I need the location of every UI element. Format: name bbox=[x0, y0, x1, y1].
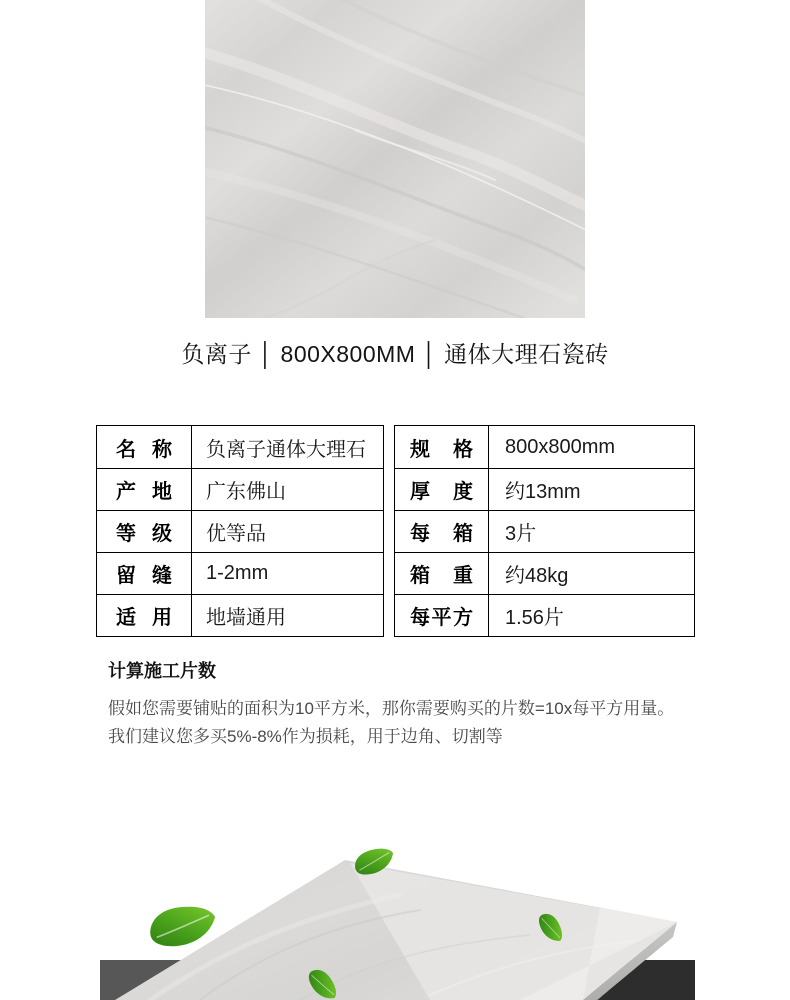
leaf-icon bbox=[148, 904, 218, 949]
table-row bbox=[97, 468, 383, 510]
calc-section bbox=[108, 657, 693, 751]
spec-label-size: 规格 bbox=[395, 426, 489, 468]
spec-value-origin: 广东佛山 bbox=[206, 481, 286, 503]
spec-label-gap: 留缝 bbox=[97, 553, 192, 594]
calc-text-line: 假如您需要铺贴的面积为10平方米，那你需要购买的片数=10x每平方用量。 bbox=[108, 699, 675, 718]
table-row bbox=[395, 552, 694, 594]
table-row bbox=[395, 594, 694, 636]
calc-heading: 计算施工片数 bbox=[108, 661, 216, 681]
product-title: 负离子 │ 800X800MM │ 通体大理石瓷砖 bbox=[181, 341, 609, 367]
spec-table-right bbox=[394, 425, 695, 637]
spec-value-box-weight: 约48kg bbox=[505, 565, 569, 587]
spec-label-per-box: 每箱 bbox=[395, 511, 489, 552]
spec-value-name: 负离子通体大理石 bbox=[206, 438, 366, 461]
spec-label-thickness: 厚度 bbox=[395, 469, 489, 510]
calc-text-line: 我们建议您多买5%-8%作为损耗，用于边角、切割等 bbox=[108, 727, 503, 746]
spec-value-per-box: 3片 bbox=[505, 523, 537, 545]
tilted-tile-image bbox=[0, 815, 790, 1000]
spec-value-usage: 地墙通用 bbox=[206, 607, 286, 629]
spec-label-per-sqm: 每平方 bbox=[395, 595, 489, 636]
table-row bbox=[97, 426, 383, 468]
spec-label-usage: 适用 bbox=[97, 595, 192, 636]
promo-photo bbox=[0, 815, 790, 1000]
table-row bbox=[395, 426, 694, 468]
marble-texture-image bbox=[205, 0, 585, 318]
spec-table-left bbox=[96, 425, 384, 637]
spec-value-per-sqm: 1.56片 bbox=[505, 607, 564, 629]
spec-value-size: 800x800mm bbox=[505, 435, 616, 458]
table-row bbox=[97, 594, 383, 636]
spec-label-origin: 产地 bbox=[97, 469, 192, 510]
spec-value-gap: 1-2mm bbox=[206, 562, 269, 584]
spec-label-box-weight: 箱重 bbox=[395, 553, 489, 594]
table-row bbox=[395, 468, 694, 510]
product-photo bbox=[205, 0, 585, 318]
spec-label-grade: 等级 bbox=[97, 511, 192, 552]
table-row bbox=[395, 510, 694, 552]
spec-value-thickness: 约13mm bbox=[505, 481, 581, 503]
table-row bbox=[97, 510, 383, 552]
spec-label-name: 名称 bbox=[97, 426, 192, 468]
table-row bbox=[97, 552, 383, 594]
spec-value-grade: 优等品 bbox=[206, 523, 266, 545]
